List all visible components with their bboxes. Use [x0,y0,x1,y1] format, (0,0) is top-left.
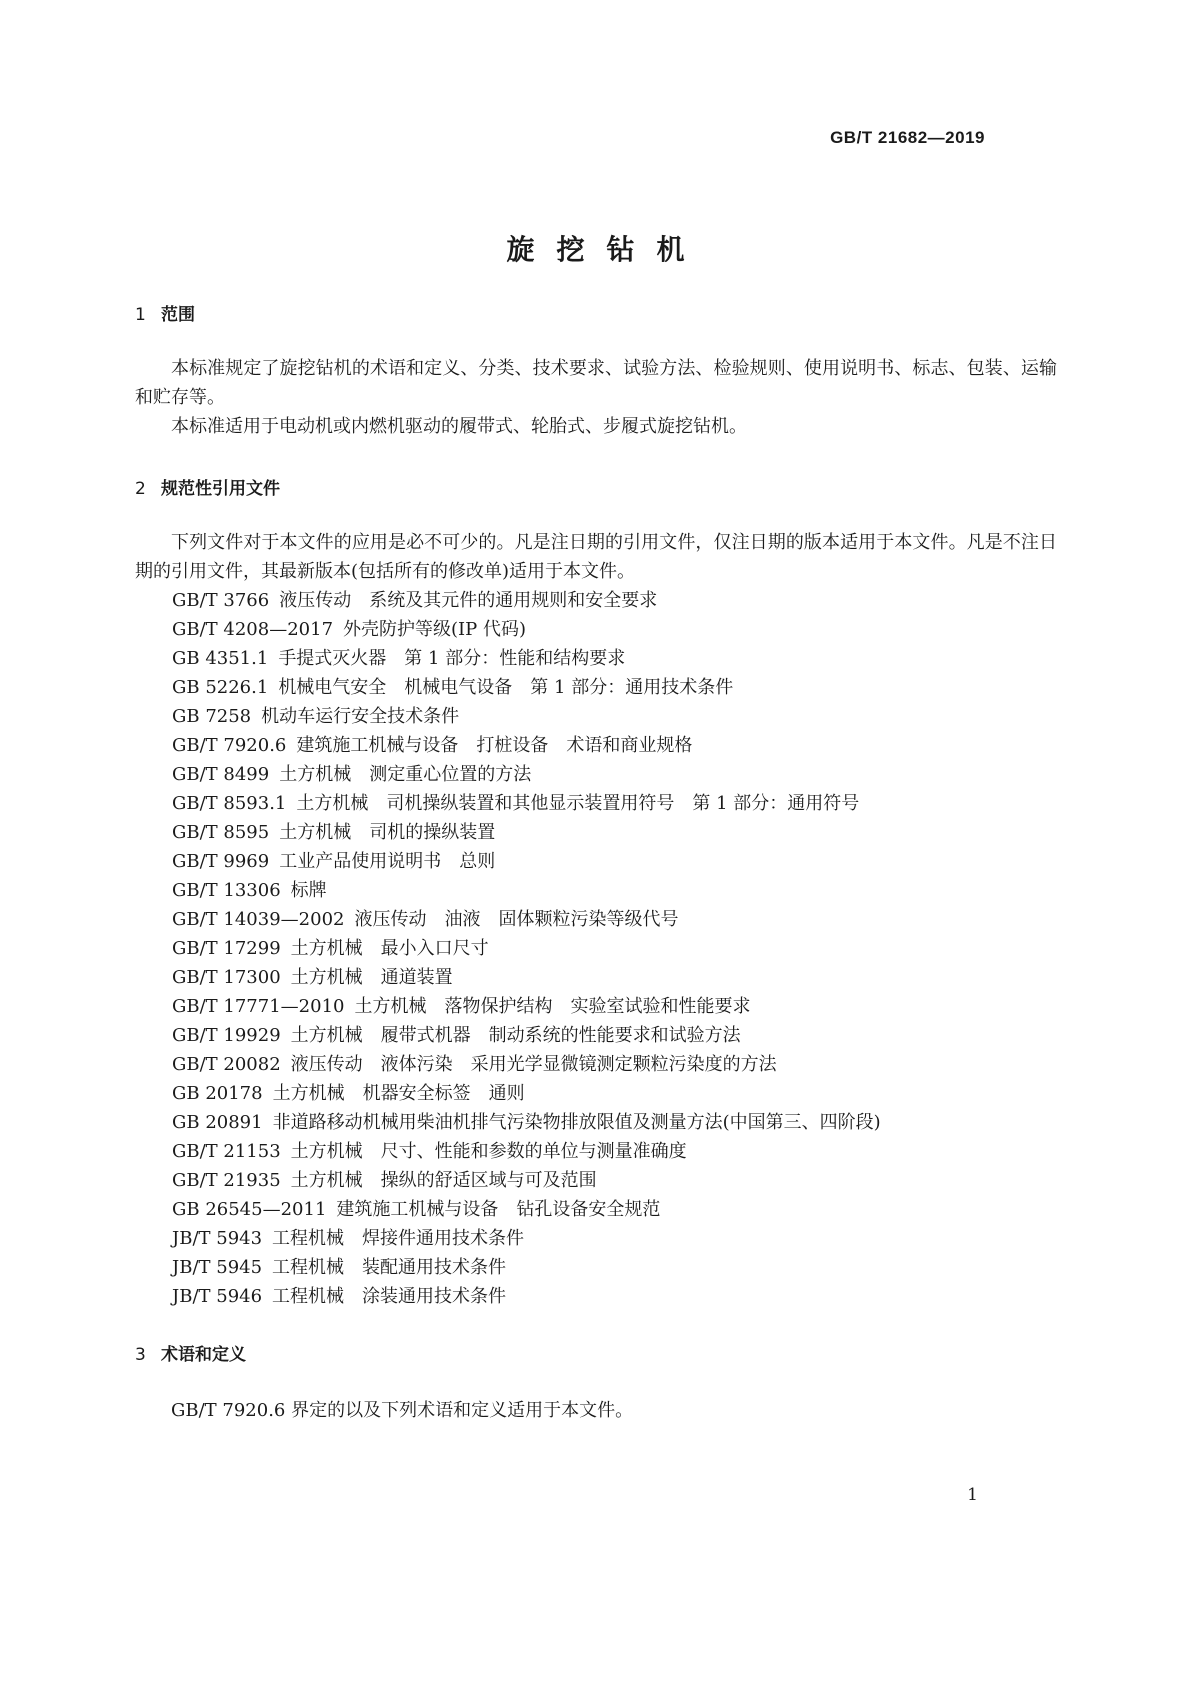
reference-title: 手提式灭火器 第 1 部分：性能和结构要求 [278,648,626,669]
reference-item [172,731,881,760]
reference-code: GB/T 7920.6 [172,735,287,756]
reference-code: GB/T 8593.1 [172,793,287,814]
section-3-heading [135,1340,246,1365]
reference-title: 工程机械 装配通用技术条件 [272,1257,507,1278]
reference-title: 建筑施工机械与设备 打桩设备 术语和商业规格 [296,735,693,756]
reference-item [172,1253,881,1282]
reference-code: GB/T 21935 [172,1170,281,1191]
reference-title: 土方机械 通道装置 [290,967,453,988]
terms-intro-paragraph: GB/T 7920.6 界定的以及下列术语和定义适用于本文件。 [171,1400,634,1421]
page-number: 1 [967,1485,978,1505]
reference-item [172,934,881,963]
reference-title: 土方机械 司机操纵装置和其他显示装置用符号 第 1 部分：通用符号 [296,793,860,814]
reference-item [172,1108,881,1137]
standard-code: GB/T 21682—2019 [830,128,985,147]
reference-code: GB 7258 [172,706,252,727]
references-intro-paragraph: 下列文件对于本文件的应用是必不可少的。凡是注日期的引用文件，仅注日期的版本适用于本文件。凡是不注日期的引用文件，其最新版本(包括所有的修改单)适用于本文件。 [135,532,1057,582]
reference-code: GB/T 14039—2002 [172,909,345,930]
scope-paragraph-1: 本标准规定了旋挖钻机的术语和定义、分类、技术要求、试验方法、检验规则、使用说明书、标志、包装、运输和贮存等。 [135,358,1057,408]
reference-item [172,1282,881,1311]
reference-code: GB/T 17299 [172,938,281,959]
reference-title: 机动车运行安全技术条件 [261,706,460,727]
section-1-heading [135,300,195,325]
reference-code: GB 20891 [172,1112,263,1133]
reference-code: GB/T 21153 [172,1141,281,1162]
reference-title: 工业产品使用说明书 总则 [279,851,496,872]
reference-code: GB 26545—2011 [172,1199,327,1220]
reference-code: GB/T 20082 [172,1054,281,1075]
reference-code: JB/T 5945 [172,1257,263,1278]
reference-item [172,1224,881,1253]
reference-title: 液压传动 系统及其元件的通用规则和安全要求 [279,590,658,611]
reference-title: 土方机械 机器安全标签 通则 [272,1083,525,1104]
reference-code: GB/T 8499 [172,764,270,785]
reference-item [172,1166,881,1195]
reference-code: GB/T 17771—2010 [172,996,345,1017]
reference-code: GB/T 3766 [172,590,270,611]
reference-code: GB/T 4208—2017 [172,619,334,640]
reference-item [172,876,881,905]
section-number: 3 [135,1345,146,1365]
reference-item [172,905,881,934]
reference-title: 土方机械 测定重心位置的方法 [279,764,532,785]
reference-title: 工程机械 涂装通用技术条件 [272,1286,507,1307]
section-2-heading [135,474,280,499]
reference-item [172,644,881,673]
reference-title: 土方机械 司机的操纵装置 [279,822,496,843]
reference-title: 非道路移动机械用柴油机排气污染物排放限值及测量方法(中国第三、四阶段) [272,1112,881,1133]
section-number: 2 [135,479,146,499]
reference-code: GB/T 8595 [172,822,270,843]
reference-item [172,586,881,615]
reference-title: 土方机械 尺寸、性能和参数的单位与测量准确度 [290,1141,687,1162]
reference-code: GB/T 9969 [172,851,270,872]
reference-item [172,673,881,702]
reference-item [172,702,881,731]
reference-title: 土方机械 操纵的舒适区域与可及范围 [290,1170,597,1191]
reference-item [172,615,881,644]
reference-title: 液压传动 油液 固体颗粒污染等级代号 [354,909,679,930]
section-number: 1 [135,305,146,325]
reference-item [172,847,881,876]
reference-item [172,1050,881,1079]
reference-title: 外壳防护等级(IP 代码) [343,619,527,640]
reference-title: 建筑施工机械与设备 钻孔设备安全规范 [336,1199,661,1220]
reference-code: GB/T 13306 [172,880,281,901]
reference-code: GB/T 17300 [172,967,281,988]
document-title: 旋挖钻机 [506,233,707,266]
reference-code: JB/T 5946 [172,1286,263,1307]
reference-item [172,760,881,789]
reference-title: 标牌 [290,880,327,901]
section-title: 范围 [161,305,195,325]
reference-item [172,1137,881,1166]
normative-reference-list [172,586,881,1311]
reference-title: 液压传动 液体污染 采用光学显微镜测定颗粒污染度的方法 [290,1054,777,1075]
reference-title: 工程机械 焊接件通用技术条件 [272,1228,525,1249]
reference-code: GB 20178 [172,1083,263,1104]
reference-item [172,1021,881,1050]
reference-item [172,818,881,847]
reference-item [172,963,881,992]
section-title: 规范性引用文件 [161,479,280,499]
reference-title: 土方机械 最小入口尺寸 [290,938,489,959]
reference-code: GB 5226.1 [172,677,269,698]
reference-title: 土方机械 履带式机器 制动系统的性能要求和试验方法 [290,1025,741,1046]
reference-code: JB/T 5943 [172,1228,263,1249]
reference-code: GB 4351.1 [172,648,269,669]
reference-item [172,1195,881,1224]
reference-item [172,1079,881,1108]
reference-title: 机械电气安全 机械电气设备 第 1 部分：通用技术条件 [278,677,734,698]
reference-item [172,992,881,1021]
section-title: 术语和定义 [161,1345,246,1365]
reference-item [172,789,881,818]
scope-paragraph-2: 本标准适用于电动机或内燃机驱动的履带式、轮胎式、步履式旋挖钻机。 [171,416,747,437]
reference-title: 土方机械 落物保护结构 实验室试验和性能要求 [354,996,751,1017]
reference-code: GB/T 19929 [172,1025,281,1046]
